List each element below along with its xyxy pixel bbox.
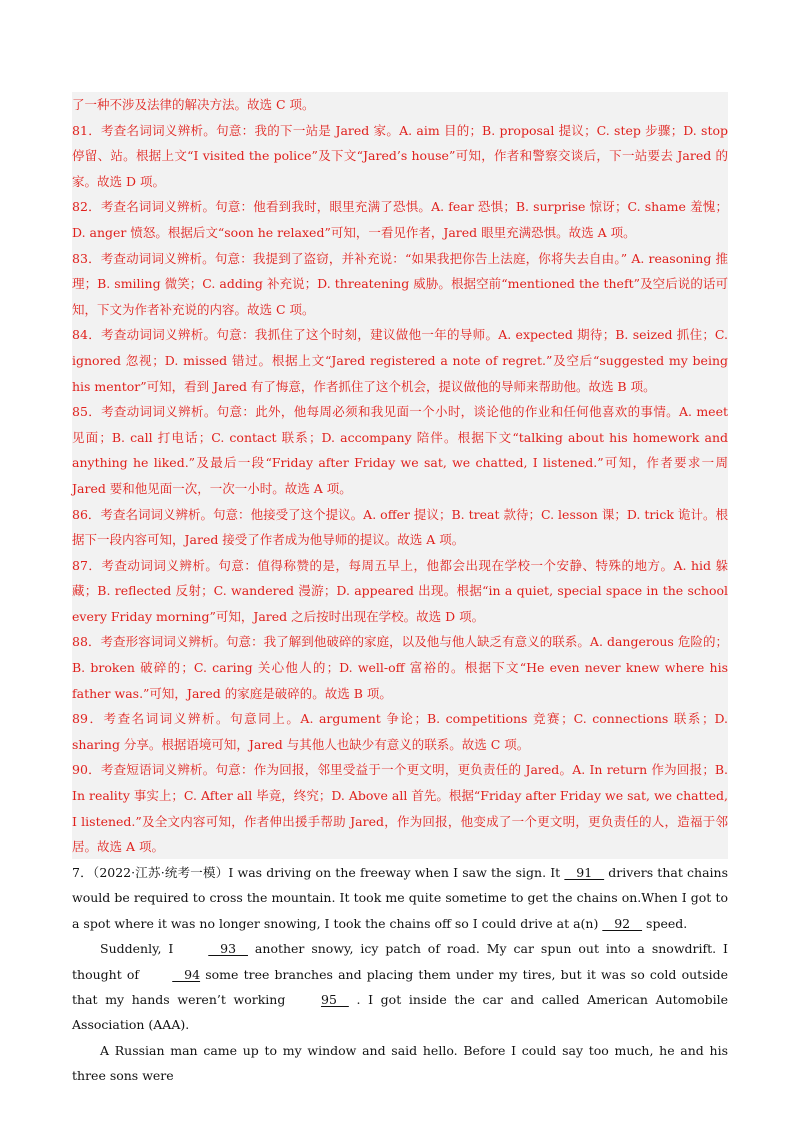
paragraph-1-part-c: speed. bbox=[642, 915, 688, 931]
paragraph-2-part-b: another snowy, icy patch of road. My car spun out into a snowdrift. I thought of bbox=[72, 941, 728, 982]
answer-85: 85．考查动词词义辨析。句意：此外，他每周必须和我见面一个小时，谈论他的作业和任何他喜欢的事情。A. meet 见面；B. call 打电话；C. contact 联系；D. accompany 陪伴。根据下文“talking about his homework and anything he liked.”及最后一段“Friday after Friday we sat, we chatted, I listened.”可知，作者要求一周 Jared 要和他见面一次，一次一小时。故选 A 项。 bbox=[72, 404, 728, 496]
answer-86: 86．考查名词词义辨析。句意：他接受了这个提议。A. offer 提议；B. treat 款待；C. lesson 课；D. trick 诡计。根据下一段内容可知，Jared 接受了作者成为他导师的提议。故选 A 项。 bbox=[72, 506, 728, 548]
answer-83: 83．考查动词词义辨析。句意：我提到了盗窃，并补充说：“如果我把你告上法庭，你将失去自由。” A. reasoning 推理；B. smiling 微笑；C. adding 补充说；D. threatening 威胁。根据空前“mentioned the theft”及空后说的话可知，下文为作者补充说的内容。故选 C 项。 bbox=[72, 250, 728, 317]
answer-90: 90．考查短语词义辨析。句意：作为回报，邻里受益于一个更文明，更负责任的 Jared。A. In return 作为回报；B. In reality 事实上；C. After all 毕竟，终究；D. Above all 首先。根据“Friday after Friday we sat, we chatted, I listened.”及全文内容可知，作者伸出援手帮助 Jared，作为回报，他变成了一个更文明，更负责任的人，造福于邻居。故选 A 项。 bbox=[72, 762, 728, 855]
answer-explanations bbox=[72, 92, 728, 859]
answer-82: 82．考查名词词义辨析。句意：他看到我时，眼里充满了恐惧。A. fear 恐惧；B. surprise 惊讶；C. shame 羞愧；D. anger 愤怒。根据后文“soon he relaxed”可知，一看见作者，Jared 眼里充满恐惧。故选 A 项。 bbox=[72, 199, 728, 240]
paragraph-1-part-b: drivers that chains would be required to cross the mountain. It took me quite sometime to get the chains on.When I got to a spot where it was no longer snowing, I took the chains off so I could drive at a(n) bbox=[72, 865, 728, 931]
blank-91: 91 bbox=[564, 865, 605, 880]
paragraph-2-part-a: Suddenly, I bbox=[100, 941, 181, 957]
answer-81: 81．考查名词词义辨析。句意：我的下一站是 Jared 家。A. aim 目的；B. proposal 提议；C. step 步骤；D. stop 停留、站。根据上文“I visited the police”及下文“Jared’s house”可知，作者和警察交谈后，下一站要去 Jared 的家。故选 D 项。 bbox=[72, 122, 728, 189]
answer-87: 87．考查动词词义辨析。句意：值得称赞的是，每周五早上，他都会出现在学校一个安静、特殊的地方。A. hid 躲藏；B. reflected 反射；C. wandered 漫游；D. appeared 出现。根据“in a quiet, special space in the school every Friday morning”可知，Jared 之后按时出现在学校。故选 D 项。 bbox=[72, 557, 728, 624]
blank-95: 95 bbox=[321, 992, 349, 1008]
passage-paragraph-3: A Russian man came up to my window and said hello. Before I could say too much, he and his three sons were bbox=[72, 1042, 728, 1084]
question-7-passage bbox=[72, 860, 728, 1089]
answer-89: 89．考查名词词义辨析。句意同上。A. argument 争论；B. competitions 竞赛；C. connections 联系；D. sharing 分享。根据语境可知，Jared 与其他人也缺少有意义的联系。故选 C 项。 bbox=[72, 711, 728, 752]
passage-paragraph-1 bbox=[72, 860, 728, 936]
answer-88: 88．考查形容词词义辨析。句意：我了解到他破碎的家庭，以及他与他人缺乏有意义的联系。A. dangerous 危险的；B. broken 破碎的；C. caring 关心他人的；D. well-off 富裕的。根据下文“He even never knew where his father was.”可知，Jared 的家庭是破碎的。故选 B 项。 bbox=[72, 634, 728, 701]
answer-84: 84．考查动词词义辨析。句意：我抓住了这个时刻，建议做他一年的导师。A. expected 期待；B. seized 抓住；C. ignored 忽视；D. missed 错过。根据上文“Jared registered a note of regret.”及空后“suggested my being his mentor”可知，看到 Jared 有了悔意，作者抓住了这个机会，提议做他的导师来帮助他。故选 B 项。 bbox=[72, 327, 728, 394]
blank-92: 92 bbox=[602, 915, 643, 931]
paragraph-2-part-d: . I got inside the car and called American Automobile Association (AAA). bbox=[72, 992, 728, 1033]
answer-80-tail: 了一种不涉及法律的解决方法。故选 C 项。 bbox=[72, 97, 315, 112]
blank-93: 93 bbox=[208, 941, 248, 957]
paragraph-2-part-c: some tree branches and placing them under my tires, but it was so cold outside that my hands weren’t working bbox=[72, 966, 728, 1008]
paragraph-1-part-a: 7．（2022·江苏·统考一模）I was driving on the freeway when I saw the sign. It bbox=[72, 865, 565, 880]
passage-paragraph-2 bbox=[72, 936, 728, 1038]
blank-94: 94 bbox=[172, 966, 201, 982]
